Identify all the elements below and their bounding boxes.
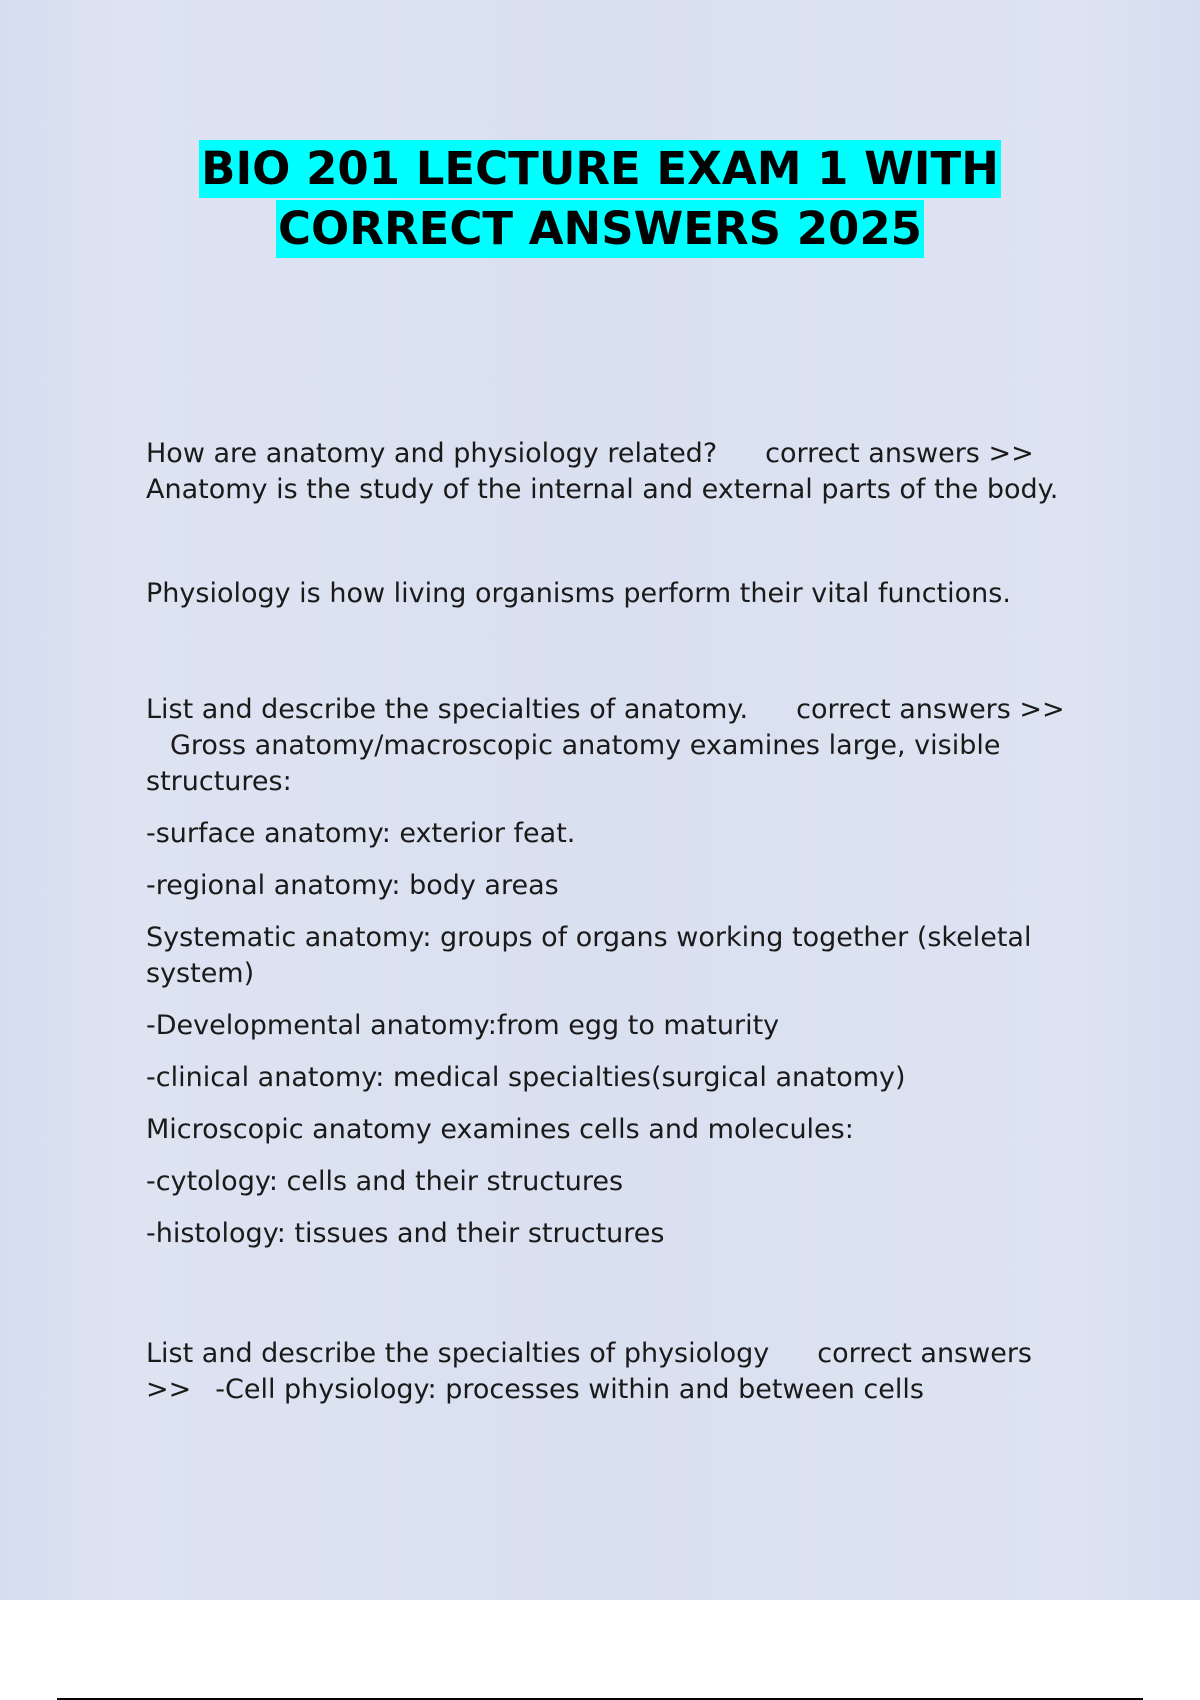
question-3-text [146,1336,1081,1408]
question-block-2 [146,692,1081,1252]
question-3-answer-marker: correct answers >> [146,1338,1032,1405]
question-2-text [146,692,1081,800]
anatomy-item: Microscopic anatomy examines cells and molecules: [146,1114,854,1145]
document-title [0,140,1200,260]
anatomy-item: Systematic anatomy: groups of organs working together (skeletal system) [146,922,1032,989]
anatomy-item: -clinical anatomy: medical specialties(surgical anatomy) [146,1062,906,1093]
question-2-answer-intro: Gross anatomy/macroscopic anatomy examines large, visible structures: [146,730,1001,797]
anatomy-item: -regional anatomy: body areas [146,870,559,901]
document-body [146,436,1081,1408]
question-1-text [146,436,1081,508]
question-2-question: List and describe the specialties of anatomy. [146,694,749,725]
question-2-answer-marker: correct answers >> [796,694,1065,725]
question-1-question: How are anatomy and physiology related? [146,438,718,469]
question-1-answer-marker: correct answers >> [765,438,1034,469]
question-1-answer-line-1: Anatomy is the study of the internal and external parts of the body. [146,474,1059,505]
anatomy-item: -surface anatomy: exterior feat. [146,818,576,849]
question-block-3 [146,1336,1081,1408]
question-block-1 [146,436,1081,612]
anatomy-item: -Developmental anatomy:from egg to maturity [146,1010,780,1041]
anatomy-item: -cytology: cells and their structures [146,1166,624,1197]
title-line-2: CORRECT ANSWERS 2025 [276,200,924,258]
question-3-question: List and describe the specialties of physiology [146,1338,770,1369]
question-3-answer-line-1: -Cell physiology: processes within and between cells [215,1374,924,1405]
question-1-answer-line-2: Physiology is how living organisms perform their vital functions. [146,578,1011,609]
title-line-1: BIO 201 LECTURE EXAM 1 WITH [199,140,1001,198]
anatomy-item: -histology: tissues and their structures [146,1218,665,1249]
